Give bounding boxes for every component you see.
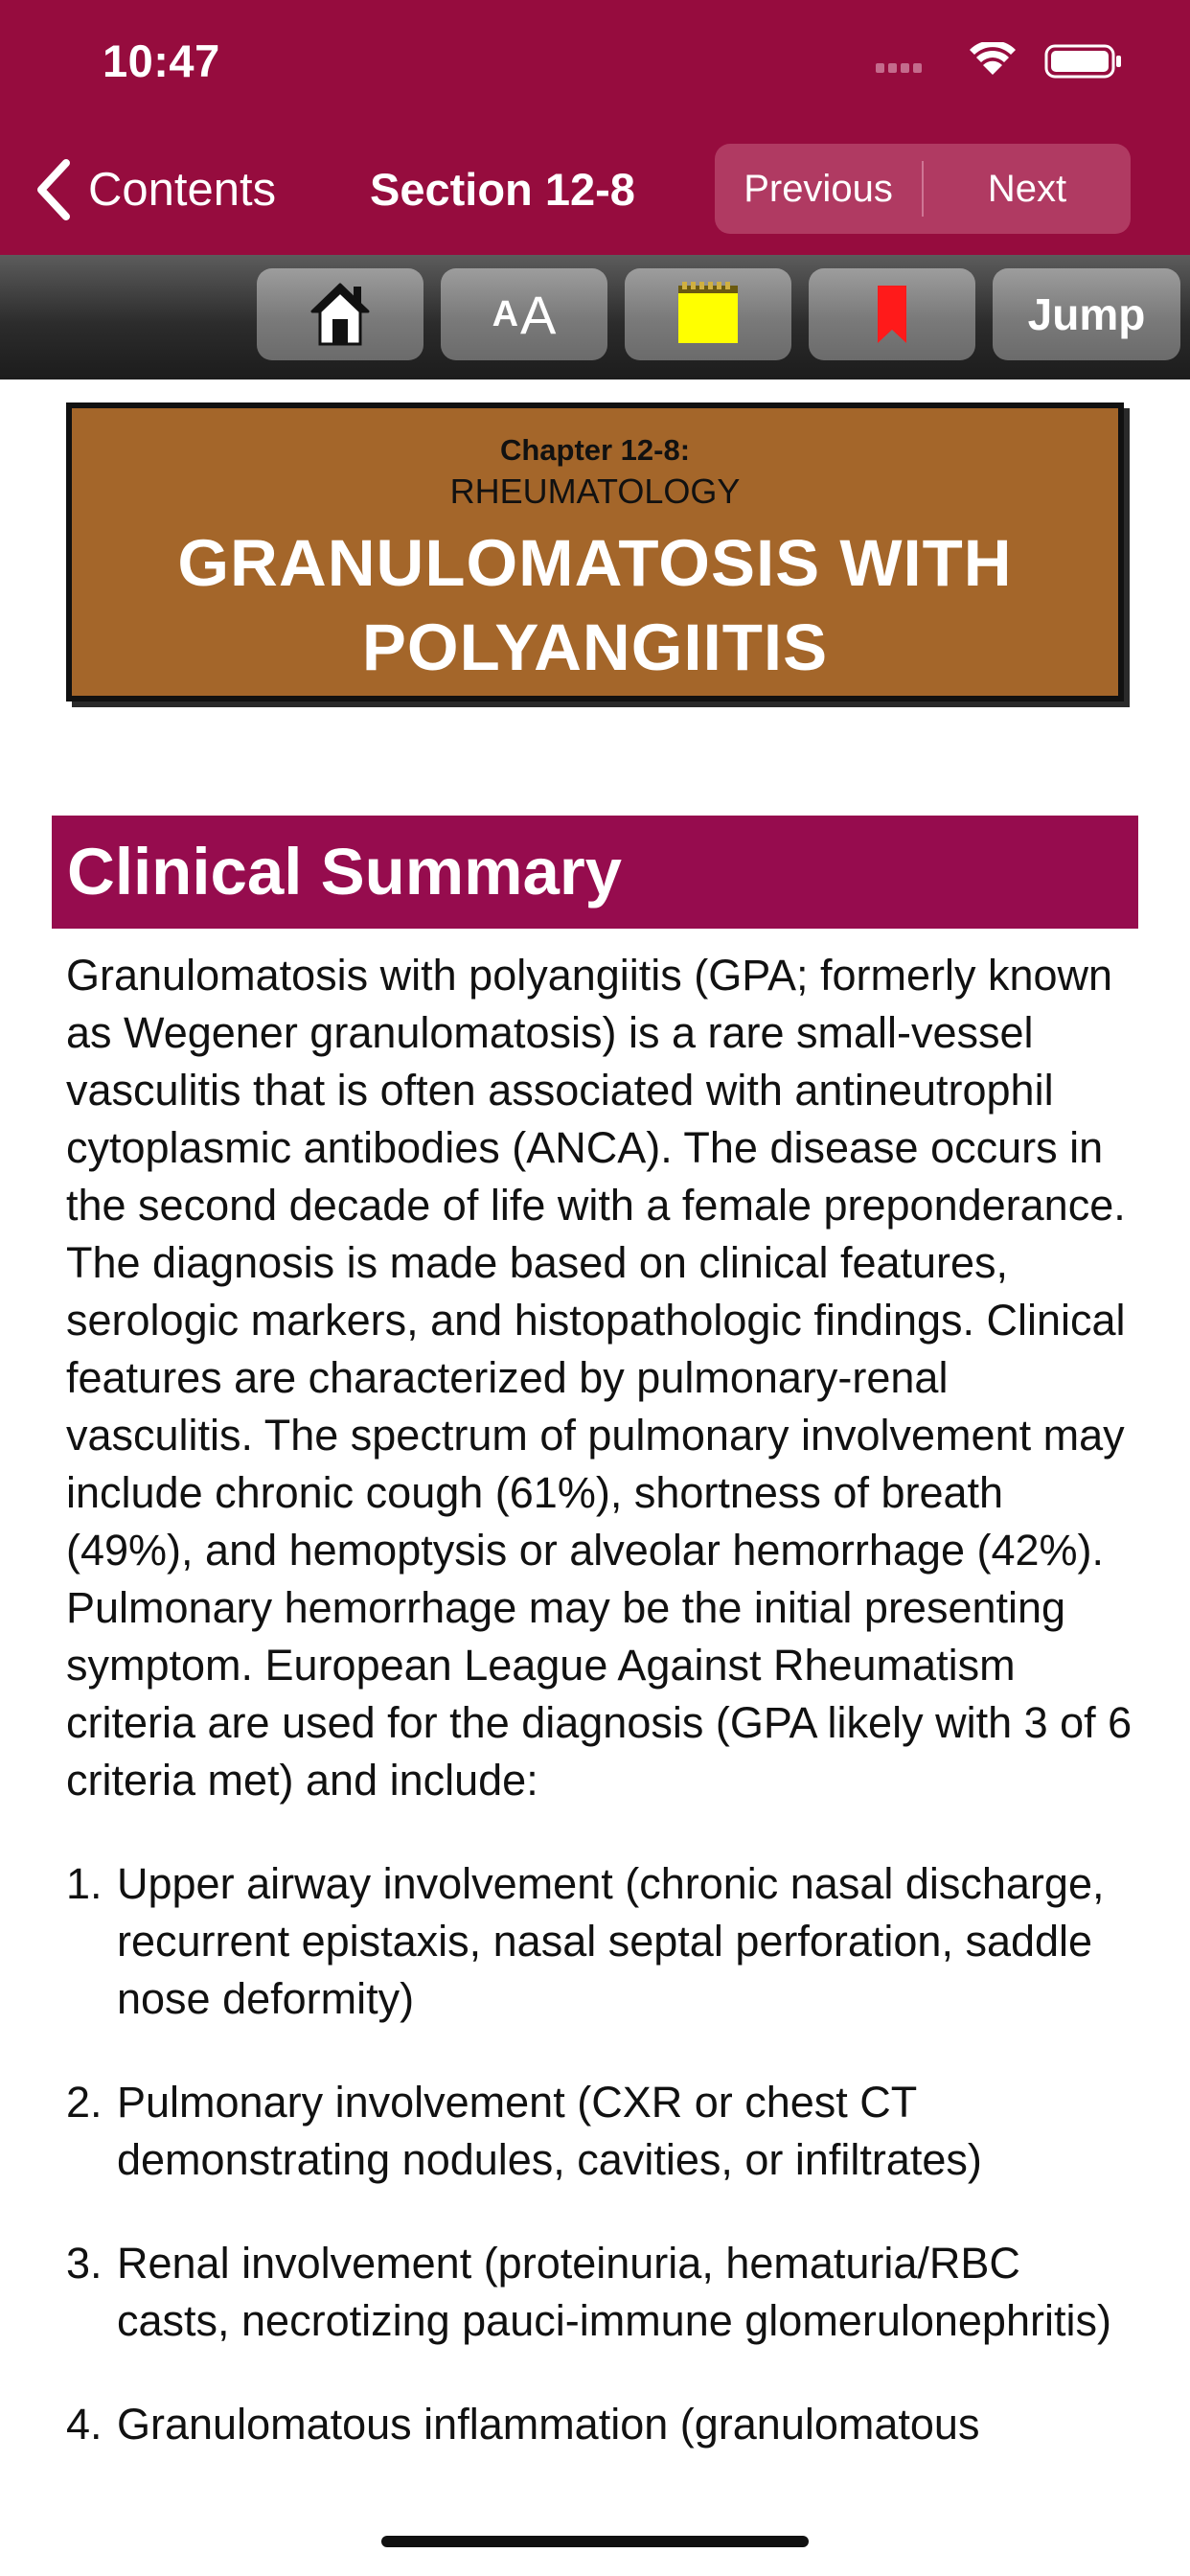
- back-label: Contents: [88, 164, 277, 216]
- jump-label: Jump: [1027, 289, 1146, 339]
- chapter-number: Chapter 12-8:: [499, 433, 691, 467]
- list-item: [66, 1855, 1135, 2028]
- wifi-icon: [970, 42, 1016, 75]
- text-size-small-label: A: [492, 293, 519, 334]
- home-indicator[interactable]: [381, 2536, 809, 2547]
- chapter-category: RHEUMATOLOGY: [449, 472, 741, 511]
- toolbar: [0, 255, 1190, 380]
- battery-icon: [1046, 46, 1121, 77]
- home-button[interactable]: [257, 268, 423, 360]
- text-size-large-label: A: [520, 284, 557, 345]
- back-to-contents-button[interactable]: [34, 153, 276, 226]
- previous-next-control: [715, 144, 1131, 234]
- cellular-signal-icon: [876, 63, 922, 73]
- notes-button[interactable]: [625, 268, 791, 360]
- summary-paragraph: Granulomatosis with polyangiitis (GPA; formerly known as Wegener granulomatosis) is a rare small-vessel vasculitis that is often associated with antineutrophil cytoplasmic antibodies (ANCA). The disease occurs in the second decade of life with a female preponderance. The diagnosis is made based on clinical features, serologic markers, and histopathologic findings. Clinical features are characterized by pulmonary-renal vasculitis. The spectrum of pulmonary involvement may include chronic cough (61%), shortness of breath (49%), and hemoptysis or alveolar hemorrhage (42%). Pulmonary hemorrhage may be the initial presenting symptom. European League Against Rheumatism criteria are used for the diagnosis (GPA likely with 3 of 6 criteria met) and include:: [66, 951, 1133, 1805]
- list-item-text: Upper airway involvement (chronic nasal discharge, recurrent epistaxis, nasal septal perforation, saddle nose deformity): [117, 1859, 1105, 2023]
- bookmark-icon: [876, 284, 908, 345]
- jump-button[interactable]: [993, 268, 1180, 360]
- list-item-number: 4.: [66, 2400, 103, 2449]
- criteria-list: [66, 1855, 1135, 2453]
- chevron-left-icon: [34, 158, 71, 221]
- article-content: [66, 947, 1135, 2499]
- list-item: [66, 2235, 1135, 2350]
- list-item-number: 2.: [66, 2078, 103, 2127]
- list-item: [66, 2396, 1135, 2453]
- list-item-number: 1.: [66, 1859, 103, 1908]
- home-icon: [309, 281, 372, 348]
- list-item-text: Renal involvement (proteinuria, hematuria/RBC casts, necrotizing pauci-immune glomerulonephritis): [117, 2239, 1111, 2345]
- section-heading: Clinical Summary: [52, 816, 1138, 929]
- list-item-number: 3.: [66, 2239, 103, 2288]
- list-item: [66, 2074, 1135, 2189]
- page-title: Section 12-8: [370, 164, 635, 215]
- bookmark-button[interactable]: [809, 268, 975, 360]
- status-icons: [876, 42, 1125, 80]
- list-item-text: Pulmonary involvement (CXR or chest CT demonstrating nodules, cavities, or infiltrates): [117, 2078, 982, 2184]
- previous-button[interactable]: Previous: [744, 167, 893, 210]
- status-time: 10:47: [103, 35, 220, 86]
- notepad-icon: [678, 286, 738, 343]
- list-item-text: Granulomatous inflammation (granulomatous: [117, 2400, 980, 2449]
- next-button[interactable]: Next: [987, 167, 1067, 210]
- chapter-banner: [66, 402, 1124, 702]
- text-size-button[interactable]: [441, 268, 607, 360]
- navigation-header: [0, 0, 1190, 255]
- chapter-title: GRANULOMATOSIS WITH POLYANGIITIS: [177, 526, 1013, 684]
